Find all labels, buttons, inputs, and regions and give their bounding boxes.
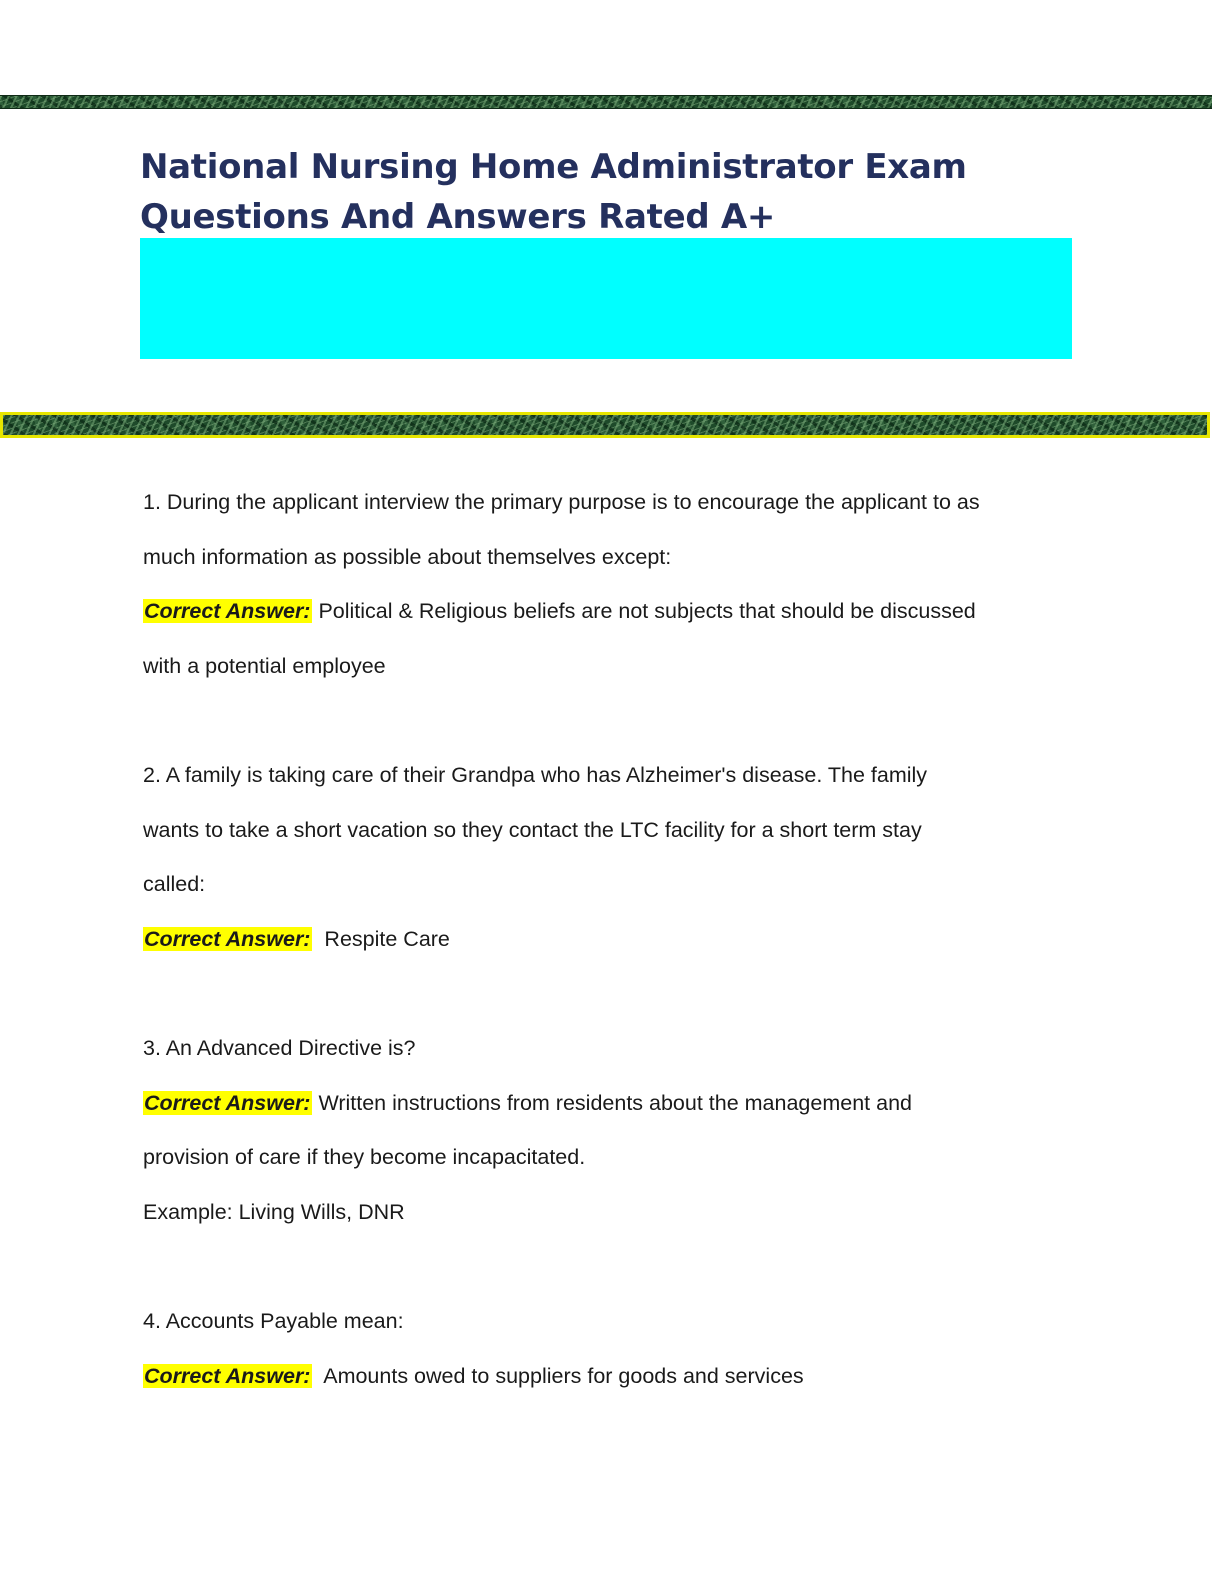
question-line: 3. An Advanced Directive is? — [143, 1036, 416, 1060]
cyan-banner — [140, 238, 1072, 359]
middle-decorative-bar — [0, 412, 1210, 438]
answer-text: Written instructions from residents about the management and — [312, 1090, 912, 1115]
answer-text: Amounts owed to suppliers for goods and services — [312, 1363, 804, 1388]
qa-list — [143, 475, 1073, 1403]
answer-line: provision of care if they become incapacitated. — [143, 1145, 586, 1169]
correct-answer-label: Correct Answer: — [144, 926, 311, 951]
qa-item-3 — [143, 1021, 1073, 1239]
question-line: called: — [143, 872, 206, 896]
qa-item-2 — [143, 748, 1073, 966]
qa-item-4 — [143, 1294, 1073, 1403]
correct-answer-label: Correct Answer: — [144, 1363, 311, 1388]
answer-line — [143, 912, 1073, 967]
title-line-1: National Nursing Home Administrator Exam — [140, 147, 967, 187]
qa-item-1 — [143, 475, 1073, 693]
question-line: 1. During the applicant interview the primary purpose is to encourage the applicant to as — [143, 490, 980, 514]
answer-text: Political & Religious beliefs are not subjects that should be discussed — [312, 599, 976, 623]
answer-text: Respite Care — [312, 926, 450, 951]
correct-answer-label: Correct Answer: — [144, 599, 311, 623]
answer-line: with a potential employee — [143, 653, 386, 678]
question-line: 4. Accounts Payable mean: — [143, 1309, 404, 1333]
question-line: much information as possible about themselves except: — [143, 544, 672, 569]
answer-line — [143, 1076, 1073, 1131]
answer-line — [143, 1349, 1073, 1404]
question-line: wants to take a short vacation so they contact the LTC facility for a short term stay — [143, 817, 922, 842]
title-line-2: Questions And Answers Rated A+ — [140, 197, 776, 237]
correct-answer-label: Correct Answer: — [144, 1090, 311, 1115]
page-title — [140, 142, 1080, 242]
answer-line — [143, 584, 1073, 639]
question-line: 2. A family is taking care of their Grandpa who has Alzheimer's disease. The family — [143, 763, 928, 787]
answer-line: Example: Living Wills, DNR — [143, 1199, 405, 1224]
top-decorative-bar — [0, 95, 1212, 109]
